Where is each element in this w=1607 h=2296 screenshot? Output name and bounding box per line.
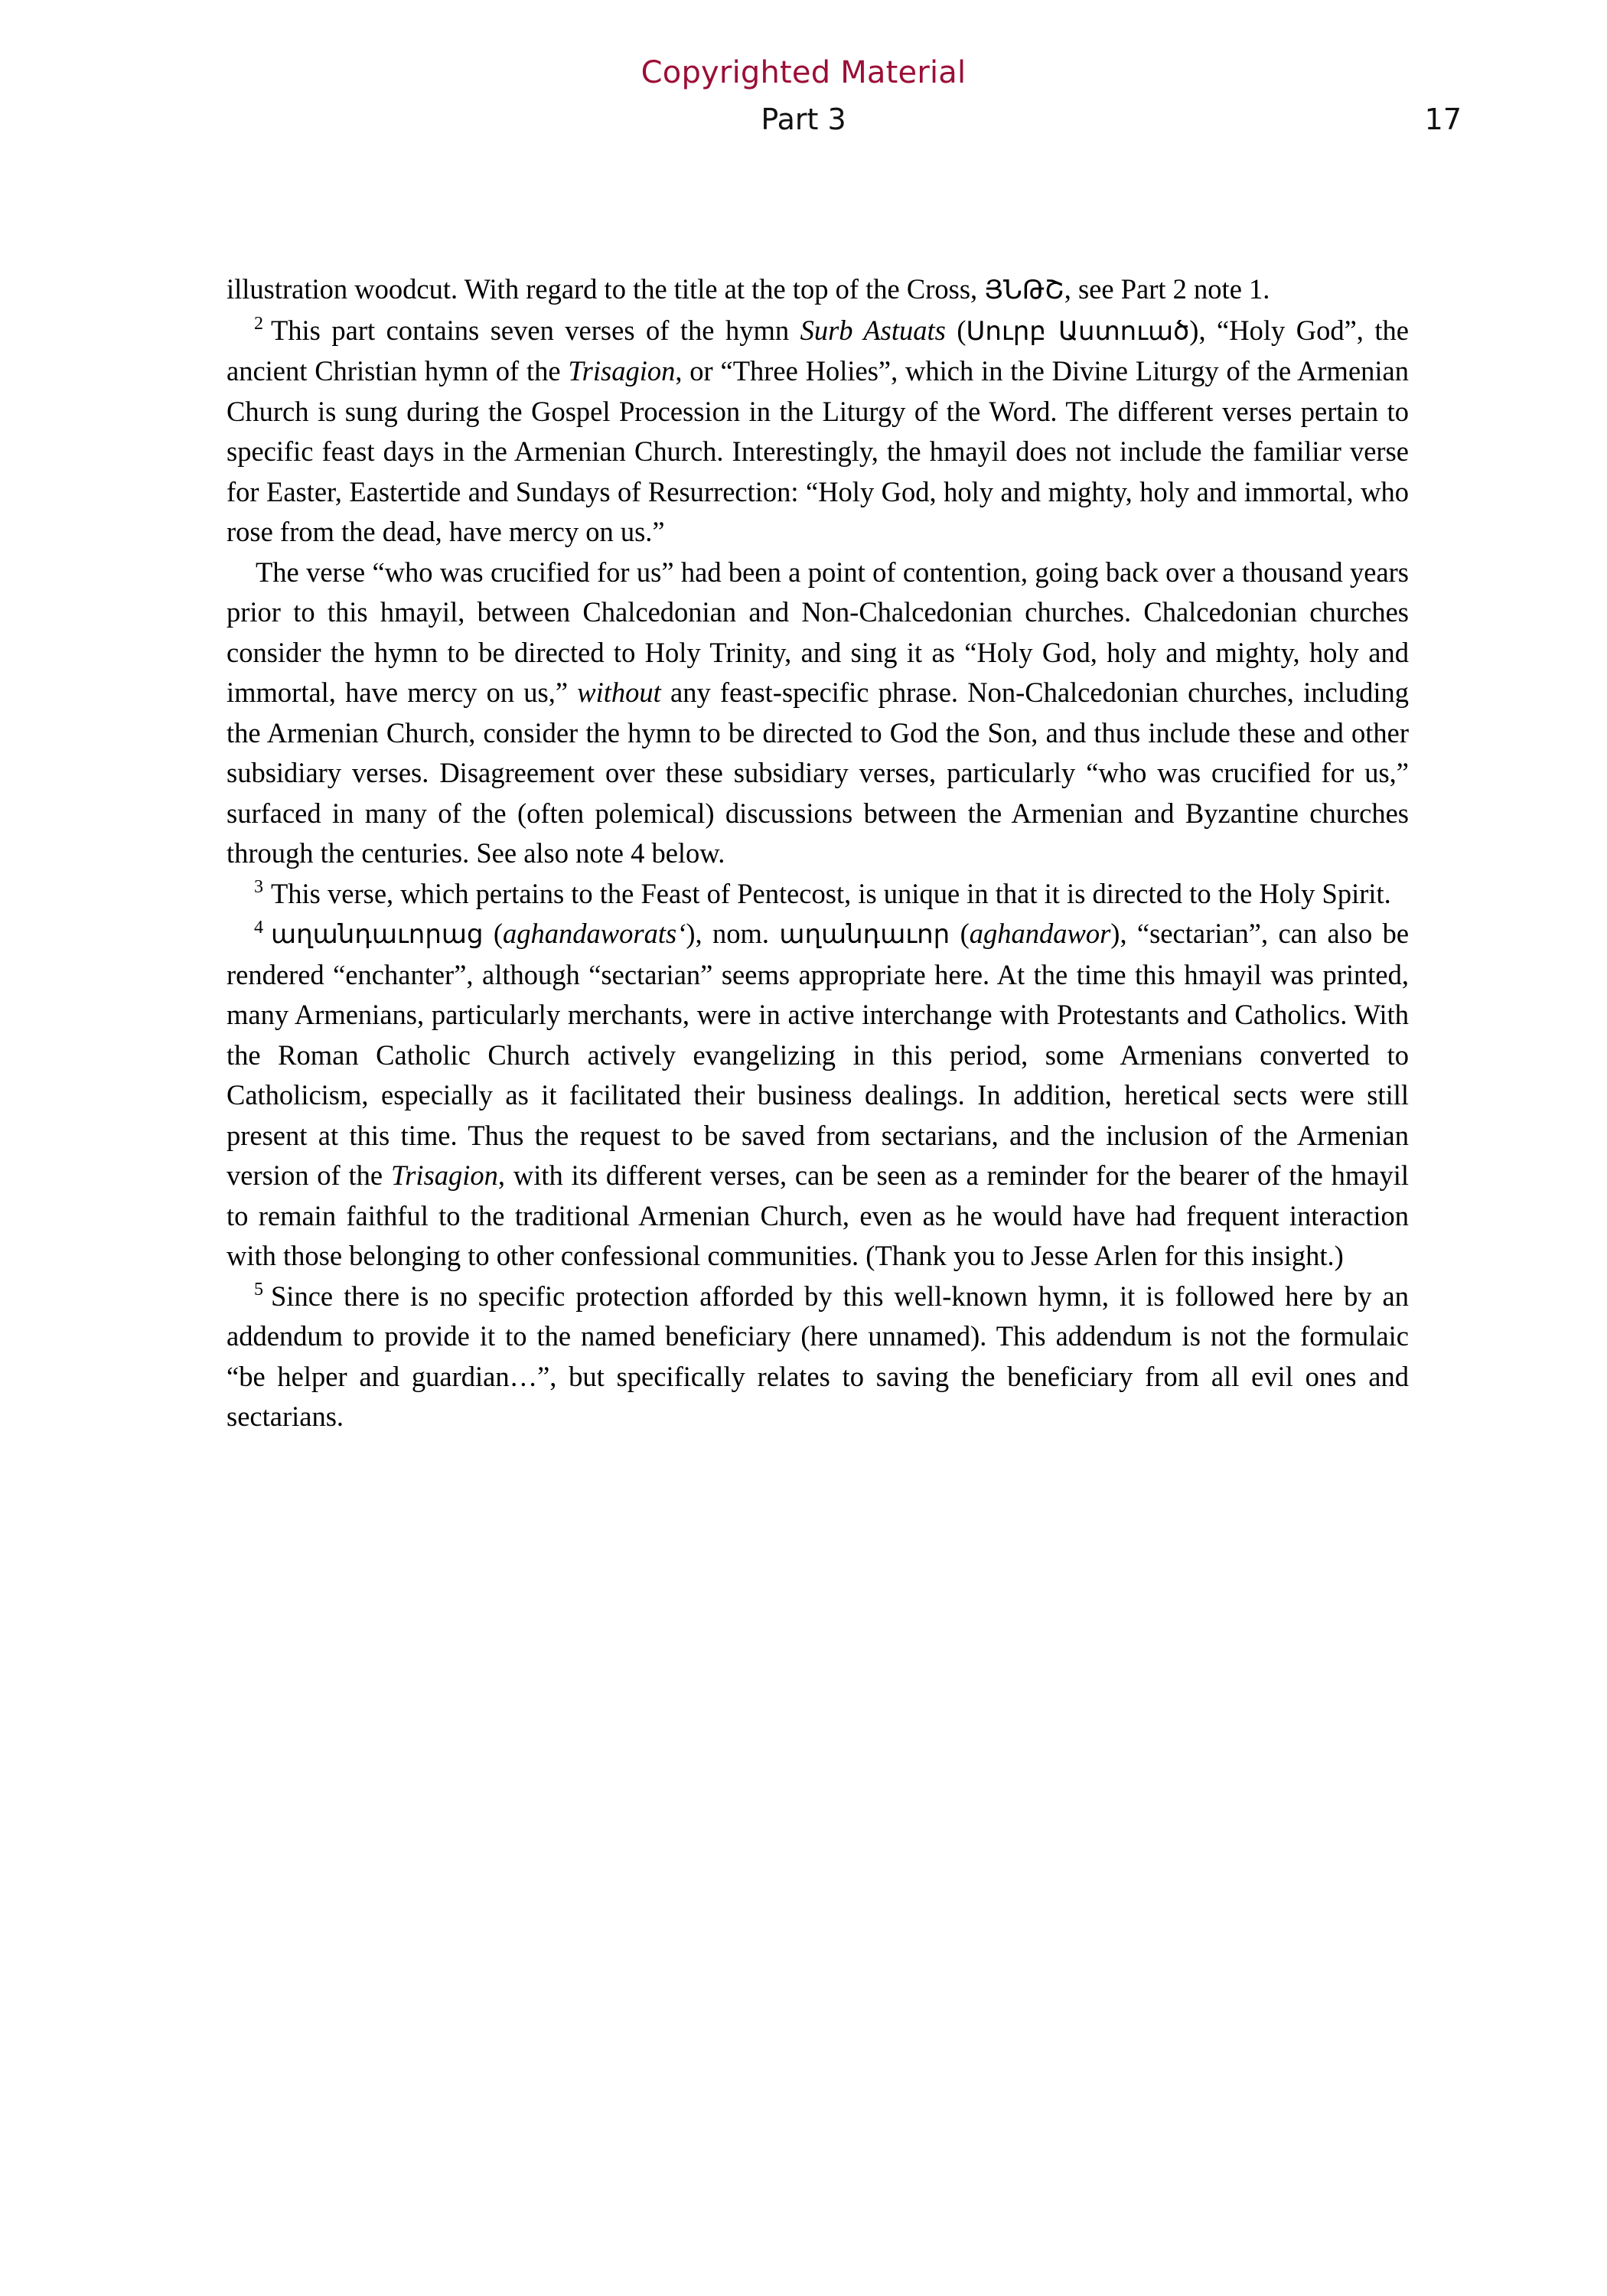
- armenian-text: աղանդաւոր: [779, 919, 950, 950]
- text-run: , see Part 2 note 1.: [1064, 273, 1270, 305]
- text-run: This verse, which pertains to the Feast of Pentecost, is unique in that it is directed to the Holy Spirit.: [271, 877, 1391, 909]
- italic-term: Surb Astuats: [800, 314, 946, 346]
- text-run: illustration woodcut. With regard to the title at the top of the Cross,: [227, 273, 985, 305]
- paragraph-note5: [227, 1277, 1409, 1437]
- body-text-block: [227, 269, 1409, 1437]
- italic-term: Trisagion: [568, 355, 676, 386]
- paragraph-note1-continuation: [227, 269, 1409, 311]
- text-run: The verse “who was crucified for us” had been a point of contention, going back over a thousand years prior to this hmayil, between Chalcedonian and Non-Chalcedonian churches. Chalcedonian churches consider the hymn to be directed to Holy Trinity, and sing it as “Holy God, holy and mighty, holy and immortal, have mercy on us,”: [227, 556, 1409, 708]
- text-run: , with its different verses, can be seen as a reminder for the bearer of the hmayil to remain faithful to the traditional Armenian Church, even as he would have had frequent interaction with those belonging to other confessional communities. (Thank you to Jesse Arlen for this insight.): [227, 1159, 1409, 1271]
- paragraph-note2-para2: [227, 553, 1409, 874]
- paragraph-note3: [227, 874, 1409, 915]
- paragraph-note2: [227, 311, 1409, 553]
- page-number: 17: [1424, 103, 1462, 136]
- text-run: , or “Three Holies”, which in the Divine Liturgy of the Armenian Church is sung during the Gospel Procession in the Liturgy of the Word. The different verses pertain to specific feast days in the Armenian Church. Interestingly, the hmayil does not include the familiar verse for Easter, Eastertide and Sundays of Resurrection: “Holy God, holy and mighty, holy and immortal, who rose from the dead, have mercy on us.”: [227, 355, 1409, 547]
- armenian-text: Սուրբ Աստուած: [966, 315, 1190, 347]
- paragraph-note4: [227, 914, 1409, 1277]
- note-marker: 4: [254, 917, 263, 938]
- italic-term: without: [577, 677, 661, 708]
- text-run: (: [945, 314, 966, 346]
- text-run: (: [483, 918, 504, 949]
- armenian-text: աղանդաւորաց: [271, 919, 484, 950]
- italic-term: Trisagion: [390, 1159, 498, 1191]
- copyright-watermark: Copyrighted Material: [641, 55, 966, 90]
- italic-term: aghandawor: [969, 918, 1111, 949]
- text-run: ), “Holy God”, the ancient Christian hymn of the: [227, 314, 1409, 386]
- text-run: ), nom.: [686, 918, 780, 949]
- text-run: (: [950, 918, 970, 949]
- text-run: any feast-specific phrase. Non-Chalcedonian churches, including the Armenian Church, consider the hymn to be directed to God the Son, and thus include these and other subsidiary verses. Disagreement over these subsidiary verses, particularly “who was crucified for us,” surfaced in many of the (often polemical) discussions between the Armenian and Byzantine churches through the centuries. See also note 4 below.: [227, 677, 1409, 869]
- note-marker: 5: [254, 1280, 263, 1300]
- text-run: Since there is no specific protection afforded by this well-known hymn, it is followed here by an addendum to provide it to the named beneficiary (here unnamed). This addendum is not the formulaic “be helper and guardian…”, but specifically relates to saving the beneficiary from all evil ones and sectarians.: [227, 1280, 1409, 1432]
- italic-term: aghandaworats‘: [503, 918, 686, 949]
- text-run: This part contains seven verses of the hymn: [271, 314, 800, 346]
- running-head: Part 3: [761, 103, 846, 136]
- text-run: ), “sectarian”, can also be rendered “enchanter”, although “sectarian” seems appropriate here. At the time this hmayil was printed, many Armenians, particularly merchants, were in active interchange with Protestants and Catholics. With the Roman Catholic Church actively evangelizing in this period, some Armenians converted to Catholicism, especially as it facilitated their business dealings. In addition, heretical sects were still present at this time. Thus the request to be saved from sectarians, and the inclusion of the Armenian version of the: [227, 918, 1410, 1191]
- note-marker: 2: [254, 314, 263, 334]
- armenian-text: ՅՆԹՇ: [984, 275, 1064, 305]
- note-marker: 3: [254, 877, 263, 898]
